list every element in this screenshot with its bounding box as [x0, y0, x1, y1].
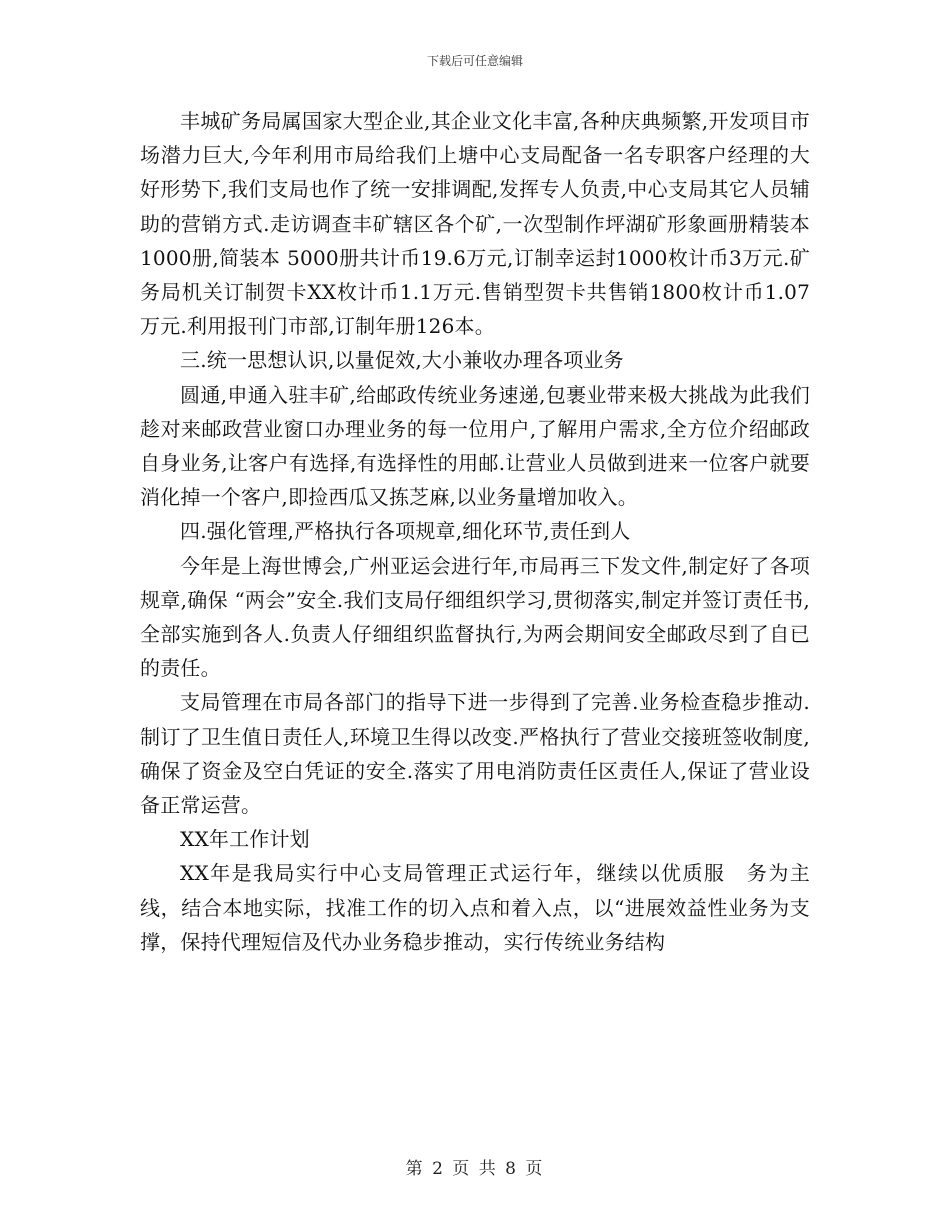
paragraph-business-handling: 圆通,申通入驻丰矿,给邮政传统业务速递,包裹业带来极大挑战为此我们趁对来邮政营业窗口办理业务的每一位用户,了解用户需求,全方位介绍邮政自身业务,让客户有选择,有选择性的用邮.让营业人员做到进来一位客户就要消化掉一个客户,即捡西瓜又拣芝麻,以业务量增加收入。: [140, 382, 810, 510]
paragraph-fengcheng-marketing: 丰城矿务局属国家大型企业,其企业文化丰富,各种庆典频繁,开发项目市场潜力巨大,今年利用市局给我们上塘中心支局配备一名专职客户经理的大好形势下,我们支局也作了统一安排调配,发挥专人负责,中心支局其它人员辅助的营销方式.走访调查丰矿辖区各个矿,一次型制作坪湖矿形象画册精装本1000册,简装本 5000册共计币19.6万元,订制幸运封1000枚计币3万元.矿务局机关订制贺卡XX枚计币1.1万元.售销型贺卡共售销1800枚计币1.07 万元.利用报刊门市部,订制年册126本。: [140, 109, 810, 339]
document-body: [140, 104, 810, 959]
section-heading-4: 四.强化管理,严格执行各项规章,细化环节,责任到人: [180, 519, 631, 544]
page-header-note: 下载后可任意编辑: [426, 54, 523, 68]
page-number-footer: 第 2 页 共 8 页: [405, 1159, 545, 1179]
section-heading-work-plan: XX年工作计划: [180, 827, 310, 852]
paragraph-work-plan: XX年是我局实行中心支局管理正式运行年，继续以优质服 务为主线，结合本地实际，找准工作的切入点和着入点，以“进展效益性业务为支撑，保持代理短信及代办业务稳步推动，实行传统业务结构: [140, 861, 810, 954]
paragraph-expo-safety: 今年是上海世博会,广州亚运会进行年,市局再三下发文件,制定好了各项规章,确保 “两会”安全.我们支局仔细组织学习,贯彻落实,制定并签订责任书,全部实施到各人.负责人仔细组织监督执行,为两会期间安全邮政尽到了自已的责任。: [140, 553, 810, 681]
paragraph-branch-management: 支局管理在市局各部门的指导下进一步得到了完善.业务检查稳步推动.制订了卫生值日责任人,环境卫生得以改变.严格执行了营业交接班签收制度,确保了资金及空白凭证的安全.落实了用电消防责任区责任人,保证了营业设备正常运营。: [140, 690, 810, 818]
section-heading-3: 三.统一思想认识,以量促效,大小兼收办理各项业务: [180, 348, 624, 373]
